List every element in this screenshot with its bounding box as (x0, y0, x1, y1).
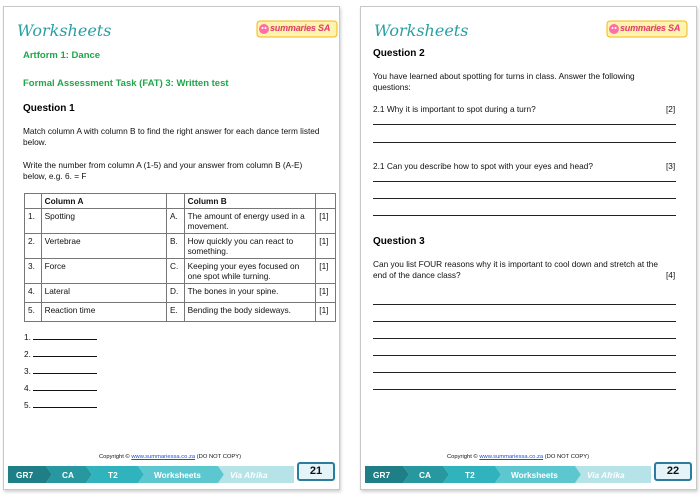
row-mark: [1] (316, 303, 336, 322)
column-b-description: The amount of energy used in a movement. (184, 209, 316, 234)
footer-breadcrumb (8, 466, 294, 483)
copyright-notice: Copyright © www.summariessa.co.za (DO NOT COPY) (447, 454, 590, 460)
question-2-1-text: 2.1 Why it is important to spot during a turn? (373, 104, 536, 114)
question-2-intro: You have learned about spotting for turns in class. Answer the following questions: (373, 71, 635, 92)
crumb-section: Worksheets (511, 470, 558, 480)
question-1-example: Write the number from column A (1-5) and your answer from column B (A-E) below, e.g. 6. = F (23, 160, 303, 181)
table-row (25, 303, 336, 322)
row-number: 4. (25, 284, 42, 303)
answer-rule[interactable] (373, 372, 676, 373)
column-a-term: Reaction time (41, 303, 166, 322)
row-letter: B. (167, 234, 185, 259)
column-a-term: Lateral (41, 284, 166, 303)
table-row (25, 209, 336, 234)
row-letter: E. (167, 303, 185, 322)
answer-rule[interactable] (373, 124, 676, 125)
table-row (25, 234, 336, 259)
answer-line-5[interactable]: 5. (24, 400, 97, 410)
answer-line-4[interactable]: 4. (24, 383, 97, 393)
row-mark: [1] (316, 259, 336, 284)
copyright-notice: Copyright © www.summariessa.co.za (DO NOT COPY) (99, 454, 242, 460)
task-heading: Formal Assessment Task (FAT) 3: Written test (23, 78, 229, 89)
copyright-link[interactable]: www.summariessa.co.za (479, 454, 544, 460)
answer-line-3[interactable]: 3. (24, 366, 97, 376)
logo-text: summaries SA (620, 23, 681, 33)
copyright-link[interactable]: www.summariessa.co.za (131, 454, 196, 460)
column-a-header: Column A (41, 194, 166, 209)
crumb-term: T2 (108, 470, 118, 480)
question-1-title: Question 1 (23, 103, 75, 114)
row-letter: C. (167, 259, 185, 284)
question-2-title: Question 2 (373, 48, 425, 59)
crumb-subject: CA (62, 470, 74, 480)
answer-rule[interactable] (373, 338, 676, 339)
crumb-section: Worksheets (154, 470, 201, 480)
row-letter: D. (167, 284, 185, 303)
column-b-description: How quickly you can react to something. (184, 234, 316, 259)
brand-title: Worksheets (374, 21, 469, 40)
answer-rule[interactable] (373, 321, 676, 322)
answer-rule[interactable] (373, 215, 676, 216)
answer-rule[interactable] (373, 142, 676, 143)
table-row (25, 259, 336, 284)
table-row (25, 284, 336, 303)
crumb-subject: CA (419, 470, 431, 480)
brand-title: Worksheets (17, 21, 112, 40)
column-b-header: Column B (184, 194, 316, 209)
answer-rule[interactable] (373, 389, 676, 390)
row-number: 1. (25, 209, 42, 234)
crumb-grade: GR7 (16, 470, 34, 480)
row-mark: [1] (316, 234, 336, 259)
answer-rule[interactable] (373, 181, 676, 182)
question-3-mark: [4] (666, 270, 676, 280)
row-number: 3. (25, 259, 42, 284)
crumb-publisher: Via Afrika (230, 470, 268, 480)
column-a-term: Vertebrae (41, 234, 166, 259)
question-3-text: Can you list FOUR reasons why it is important to cool down and stretch at the end of the dance class? (373, 259, 658, 280)
crumb-publisher: Via Afrika (587, 470, 625, 480)
crumb-grade: GR7 (373, 470, 391, 480)
answer-line-2[interactable]: 2. (24, 349, 97, 359)
question-2-2-mark: [3] (666, 161, 676, 171)
artform-heading: Artform 1: Dance (23, 50, 101, 61)
question-1-instruction: Match column A with column B to find the right answer for each dance term listed below. (23, 126, 320, 147)
row-mark: [1] (316, 284, 336, 303)
answer-rule[interactable] (373, 304, 676, 305)
column-b-description: Bending the body sideways. (184, 303, 316, 322)
row-number: 5. (25, 303, 42, 322)
question-3-title: Question 3 (373, 236, 425, 247)
table-header-row (25, 194, 336, 209)
logo-text: summaries SA (270, 23, 331, 33)
answer-line-1[interactable]: 1. (24, 332, 97, 342)
column-a-term: Spotting (41, 209, 166, 234)
column-a-term: Force (41, 259, 166, 284)
row-mark: [1] (316, 209, 336, 234)
page-number: 22 (654, 462, 692, 481)
worksheet-page-22 (360, 6, 697, 490)
row-letter: A. (167, 209, 185, 234)
answer-rule[interactable] (373, 355, 676, 356)
answer-rule[interactable] (373, 198, 676, 199)
row-number: 2. (25, 234, 42, 259)
worksheet-page-21 (3, 6, 340, 490)
summaries-sa-logo (256, 18, 338, 40)
page-number: 21 (297, 462, 335, 481)
footer-breadcrumb (365, 466, 651, 483)
crumb-term: T2 (465, 470, 475, 480)
matching-table (24, 193, 336, 322)
question-2-2-text: 2.1 Can you describe how to spot with your eyes and head? (373, 161, 594, 171)
question-2-1-mark: [2] (666, 104, 676, 114)
column-b-description: The bones in your spine. (184, 284, 316, 303)
summaries-sa-logo (606, 18, 688, 40)
column-b-description: Keeping your eyes focused on one spot while turning. (184, 259, 316, 284)
